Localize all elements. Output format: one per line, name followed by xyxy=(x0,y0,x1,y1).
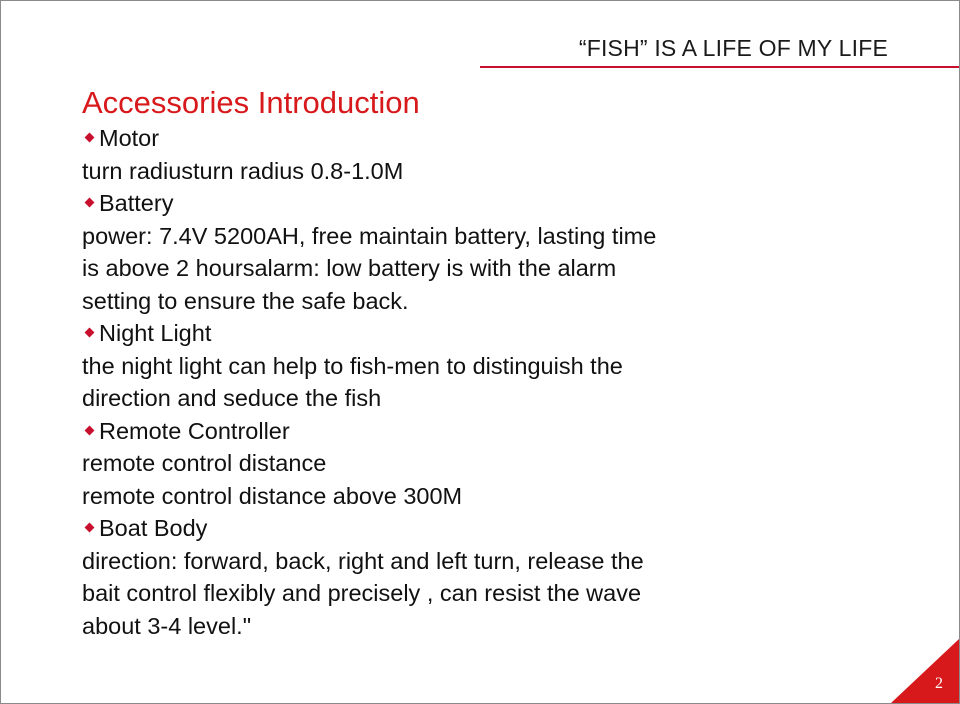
slide-title: Accessories Introduction xyxy=(82,85,420,120)
header-rule xyxy=(480,66,959,68)
section-heading-remote-controller xyxy=(82,415,782,448)
section-heading-night-light xyxy=(82,317,782,350)
slide-content xyxy=(82,122,782,642)
body-line: direction and seduce the fish xyxy=(82,385,382,411)
body-line: turn radiusturn radius 0.8-1.0M xyxy=(82,157,404,184)
body-line: remote control distance xyxy=(82,450,327,476)
page-number: 2 xyxy=(935,675,943,692)
corner-triangle xyxy=(891,639,959,703)
diamond-bullet-icon xyxy=(85,133,95,143)
body-line: bait control flexibly and precisely , can resist the wave xyxy=(82,580,642,606)
body-line: the night light can help to fish-men to distinguish the xyxy=(82,352,623,379)
body-line: setting to ensure the safe back. xyxy=(82,287,409,314)
section-heading-boat-body xyxy=(82,512,782,545)
diamond-bullet-icon xyxy=(85,425,95,435)
header-tagline: “FISH” IS A LIFE OF MY LIFE xyxy=(578,35,888,61)
heading-text: Remote Controller xyxy=(99,417,290,444)
section-heading-battery xyxy=(82,187,782,220)
heading-text: Motor xyxy=(99,125,160,151)
heading-text: Battery xyxy=(99,190,174,216)
body-line: direction: forward, back, right and left turn, release the xyxy=(82,547,644,574)
diamond-bullet-icon xyxy=(85,328,95,338)
heading-text: Boat Body xyxy=(99,515,208,541)
section-heading-motor xyxy=(82,122,782,155)
diamond-bullet-icon xyxy=(85,523,95,533)
body-line: about 3-4 level." xyxy=(82,612,252,639)
heading-text: Night Light xyxy=(99,320,212,346)
body-line: remote control distance above 300M xyxy=(82,482,463,509)
diamond-bullet-icon xyxy=(85,198,95,208)
body-line: is above 2 hoursalarm: low battery is with the alarm xyxy=(82,255,617,281)
body-line: power: 7.4V 5200AH, free maintain battery, lasting time xyxy=(82,222,657,249)
